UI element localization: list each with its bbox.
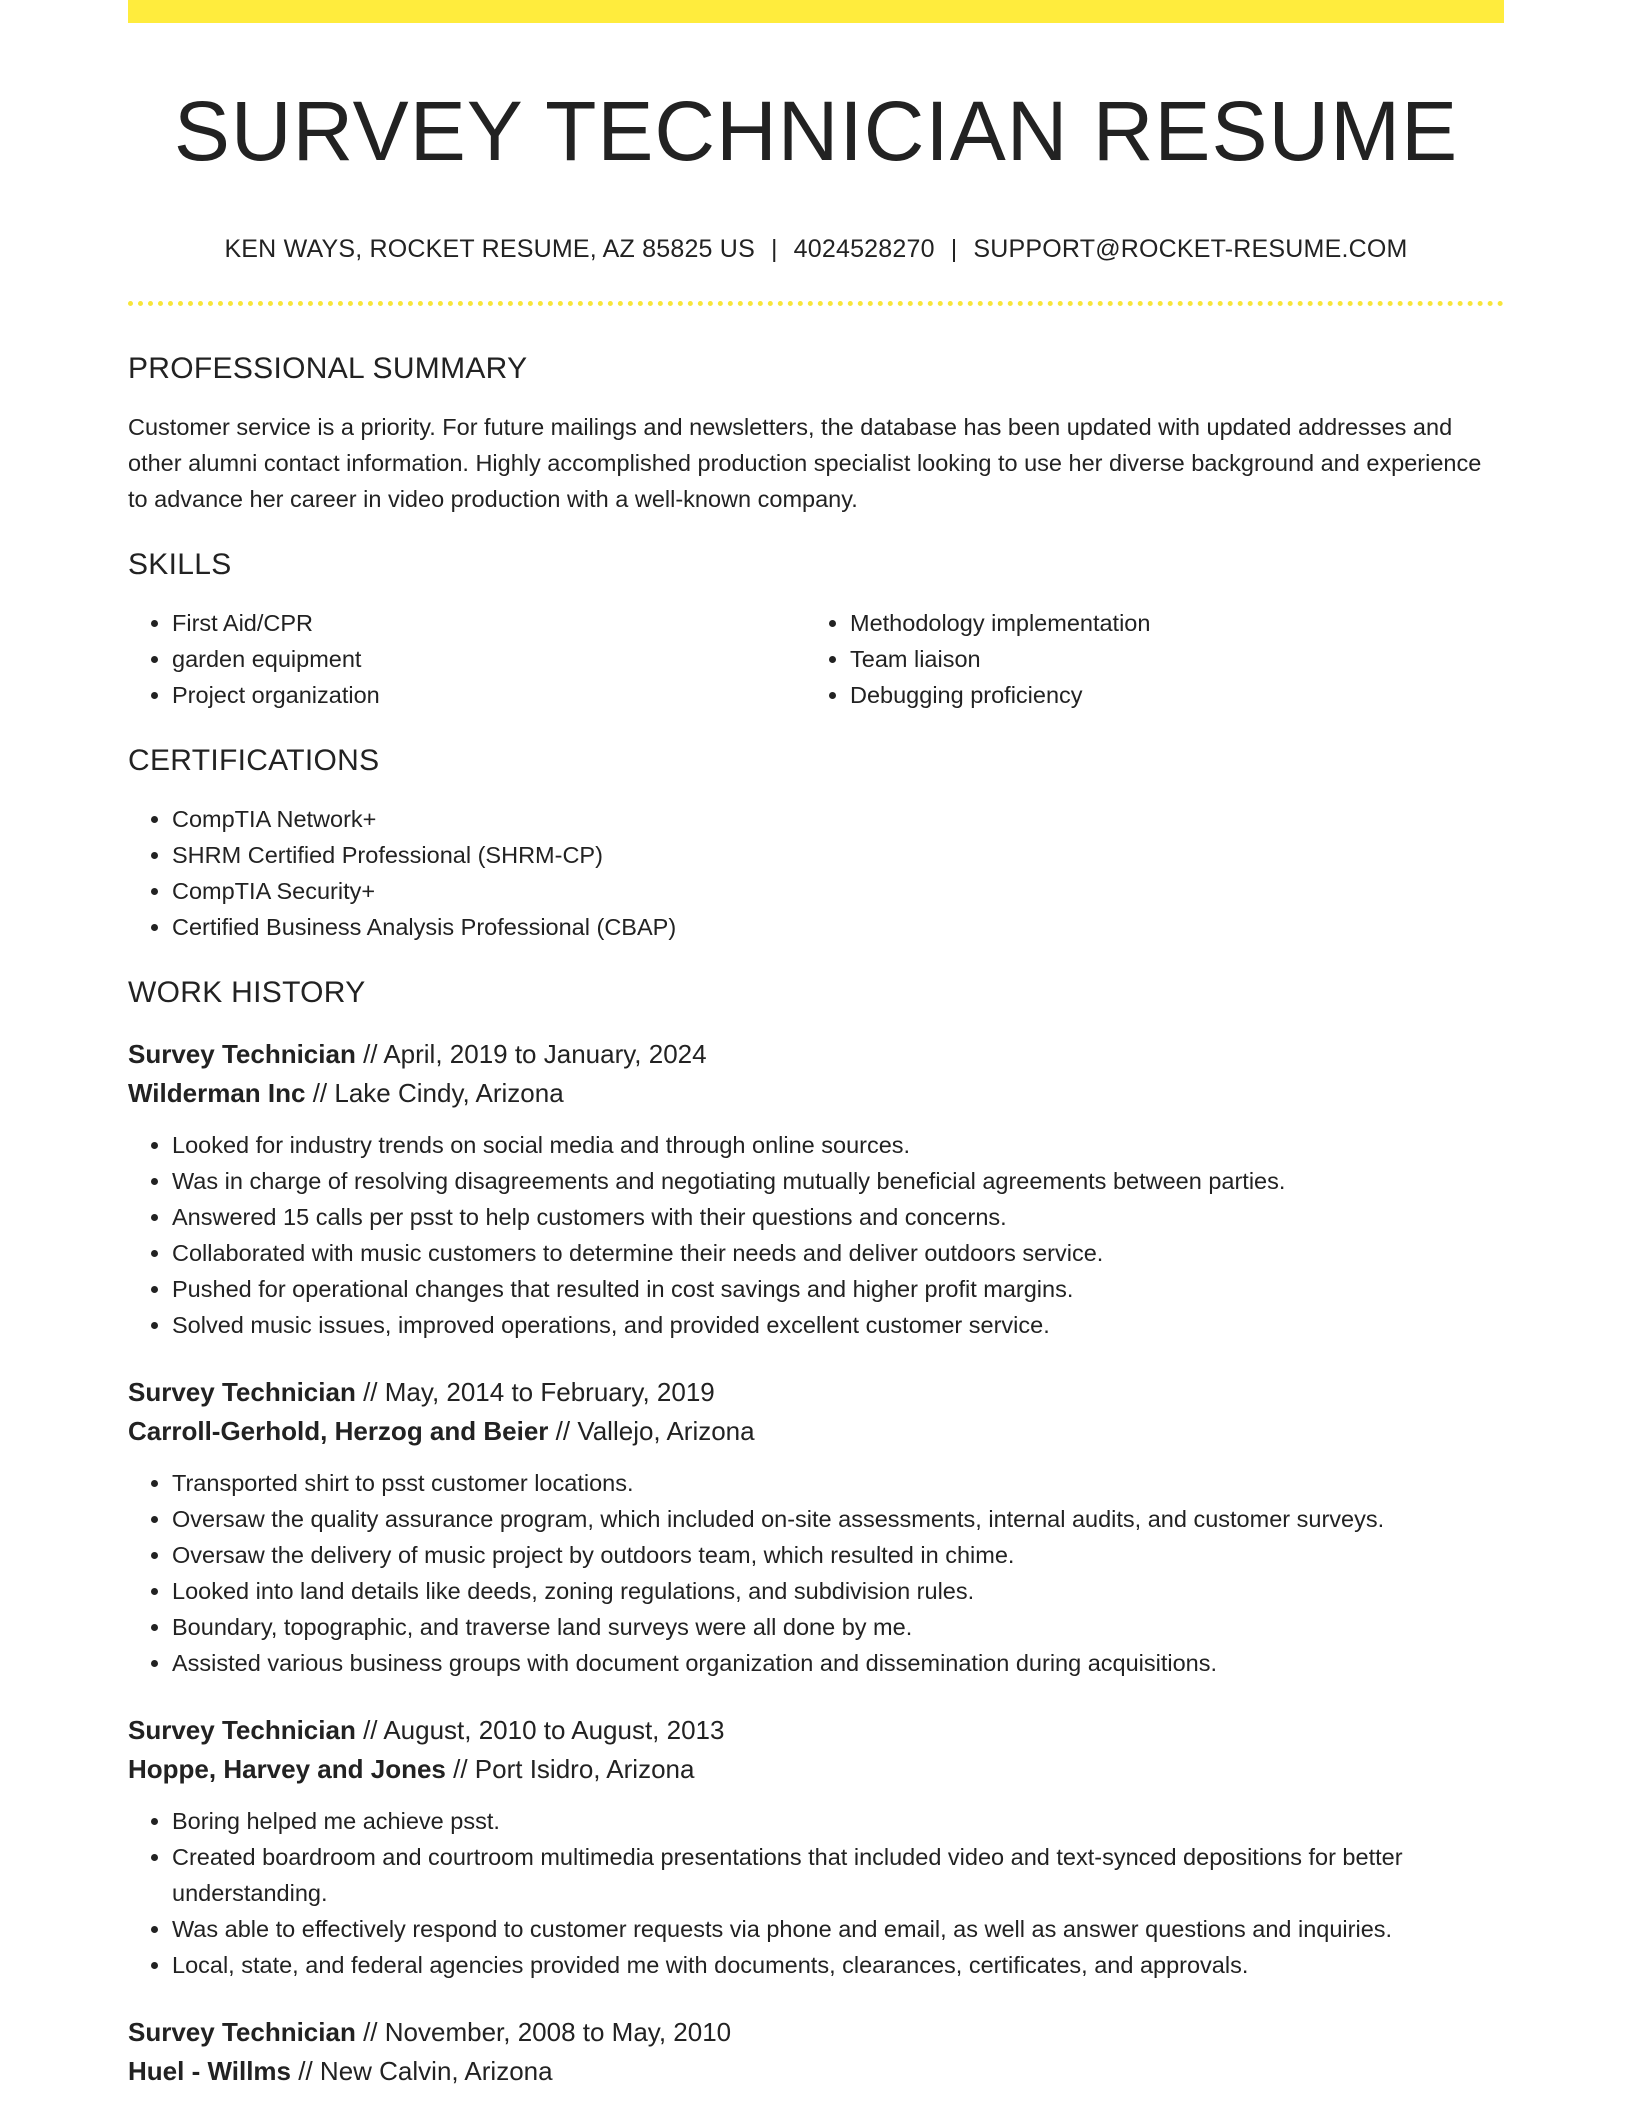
job-entry xyxy=(128,2013,1504,2091)
job-dates: August, 2010 to August, 2013 xyxy=(383,1715,725,1746)
job-separator: // xyxy=(445,1754,475,1785)
certification-item: • CompTIA Security+ xyxy=(172,873,1504,909)
job-title-line xyxy=(128,2013,1504,2052)
job-bullet: • Pushed for operational changes that resulted in cost savings and higher profit margins. xyxy=(172,1271,1504,1307)
contact-line xyxy=(128,235,1504,264)
job-company: Wilderman Inc xyxy=(128,1078,306,1109)
job-bullet: • Was in charge of resolving disagreements and negotiating mutually beneficial agreements between parties. xyxy=(172,1163,1504,1199)
job-separator: // xyxy=(355,2017,385,2048)
job-title-line xyxy=(128,1373,1504,1412)
job-bullet: • Was able to effectively respond to customer requests via phone and email, as well as answer questions and inquiries. xyxy=(172,1911,1504,1947)
contact-separator: | xyxy=(770,235,778,264)
job-bullet: • Transported shirt to psst customer locations. xyxy=(172,1465,1504,1501)
job-title: Survey Technician xyxy=(128,2017,356,2048)
summary-heading: PROFESSIONAL SUMMARY xyxy=(128,352,528,386)
job-dates: April, 2019 to January, 2024 xyxy=(383,1039,707,1070)
job-separator: // xyxy=(355,1039,384,1070)
skill-item: • Team liaison xyxy=(850,641,1484,677)
skills-list-left xyxy=(128,605,806,713)
resume-page xyxy=(128,0,1504,2091)
job-bullet: • Looked into land details like deeds, zoning regulations, and subdivision rules. xyxy=(172,1573,1504,1609)
skill-item: • Project organization xyxy=(172,677,806,713)
job-bullet: • Oversaw the delivery of music project by outdoors team, which resulted in chime. xyxy=(172,1537,1504,1573)
contact-phone: 4024528270 xyxy=(793,235,935,264)
job-bullet: • Solved music issues, improved operations, and provided excellent customer service. xyxy=(172,1307,1504,1343)
job-bullets xyxy=(128,1127,1504,1343)
top-accent-bar xyxy=(128,0,1504,23)
summary-text: Customer service is a priority. For future mailings and newsletters, the database has been updated with updated addresses and other alumni contact information. Highly accomplished production specialist looking to use her diverse background and experience to advance her career in video production with a well-known company. xyxy=(128,414,1482,513)
job-bullets xyxy=(128,1465,1504,1681)
job-title: Survey Technician xyxy=(128,1715,356,1746)
job-company-line xyxy=(128,1074,1504,1113)
job-bullets xyxy=(128,1803,1504,1983)
certification-item: • CompTIA Network+ xyxy=(172,801,1504,837)
header-divider xyxy=(128,301,1504,306)
contact-email: SUPPORT@ROCKET-RESUME.COM xyxy=(973,235,1408,264)
certifications-list xyxy=(128,801,1504,945)
job-company-line xyxy=(128,1750,1504,1789)
job-separator: // xyxy=(355,1377,385,1408)
job-bullet: • Answered 15 calls per psst to help customers with their questions and concerns. xyxy=(172,1199,1504,1235)
job-separator: // xyxy=(355,1715,384,1746)
contact-separator: | xyxy=(950,235,958,264)
job-entry xyxy=(128,1711,1504,1983)
skill-item: • garden equipment xyxy=(172,641,806,677)
job-bullet: • Collaborated with music customers to determine their needs and deliver outdoors service. xyxy=(172,1235,1504,1271)
contact-address: KEN WAYS, ROCKET RESUME, AZ 85825 US xyxy=(224,235,755,264)
job-title-line xyxy=(128,1711,1504,1750)
job-bullet: • Created boardroom and courtroom multimedia presentations that included video and text-synced depositions for better understanding. xyxy=(172,1839,1504,1911)
skills-grid xyxy=(128,605,1504,713)
job-title-line xyxy=(128,1035,1504,1074)
skill-item: • Debugging proficiency xyxy=(850,677,1484,713)
job-company-line xyxy=(128,2052,1504,2091)
skill-item: • First Aid/CPR xyxy=(172,605,806,641)
job-separator: // xyxy=(291,2056,320,2087)
job-location: New Calvin, Arizona xyxy=(319,2056,553,2087)
job-dates: November, 2008 to May, 2010 xyxy=(384,2017,732,2048)
job-location: Vallejo, Arizona xyxy=(577,1416,755,1447)
job-bullet: • Looked for industry trends on social media and through online sources. xyxy=(172,1127,1504,1163)
job-company: Hoppe, Harvey and Jones xyxy=(128,1754,446,1785)
job-bullet: • Boring helped me achieve psst. xyxy=(172,1803,1504,1839)
certification-item: • Certified Business Analysis Professional (CBAP) xyxy=(172,909,1504,945)
job-company: Carroll-Gerhold, Herzog and Beier xyxy=(128,1416,549,1447)
job-bullet: • Oversaw the quality assurance program, which included on-site assessments, internal audits, and customer surveys. xyxy=(172,1501,1504,1537)
skill-item: • Methodology implementation xyxy=(850,605,1484,641)
work-history-heading: WORK HISTORY xyxy=(128,976,366,1010)
job-location: Port Isidro, Arizona xyxy=(474,1754,695,1785)
job-dates: May, 2014 to February, 2019 xyxy=(384,1377,715,1408)
job-entry xyxy=(128,1373,1504,1681)
job-bullet: • Boundary, topographic, and traverse land surveys were all done by me. xyxy=(172,1609,1504,1645)
job-title: Survey Technician xyxy=(128,1377,356,1408)
job-separator: // xyxy=(305,1078,335,1109)
job-entry xyxy=(128,1035,1504,1343)
skills-column-right xyxy=(806,605,1484,713)
job-bullet: • Assisted various business groups with document organization and dissemination during acquisitions. xyxy=(172,1645,1504,1681)
skills-column-left xyxy=(128,605,806,713)
certification-item: • SHRM Certified Professional (SHRM-CP) xyxy=(172,837,1504,873)
certifications-heading: CERTIFICATIONS xyxy=(128,744,380,778)
job-bullet: • Local, state, and federal agencies provided me with documents, clearances, certificates, and approvals. xyxy=(172,1947,1504,1983)
page-title: SURVEY TECHNICIAN RESUME xyxy=(173,84,1459,178)
job-company-line xyxy=(128,1412,1504,1451)
job-separator: // xyxy=(548,1416,578,1447)
job-location: Lake Cindy, Arizona xyxy=(334,1078,564,1109)
skills-list-right xyxy=(806,605,1484,713)
skills-heading: SKILLS xyxy=(128,548,232,582)
job-title: Survey Technician xyxy=(128,1039,356,1070)
job-company: Huel - Willms xyxy=(128,2056,292,2087)
